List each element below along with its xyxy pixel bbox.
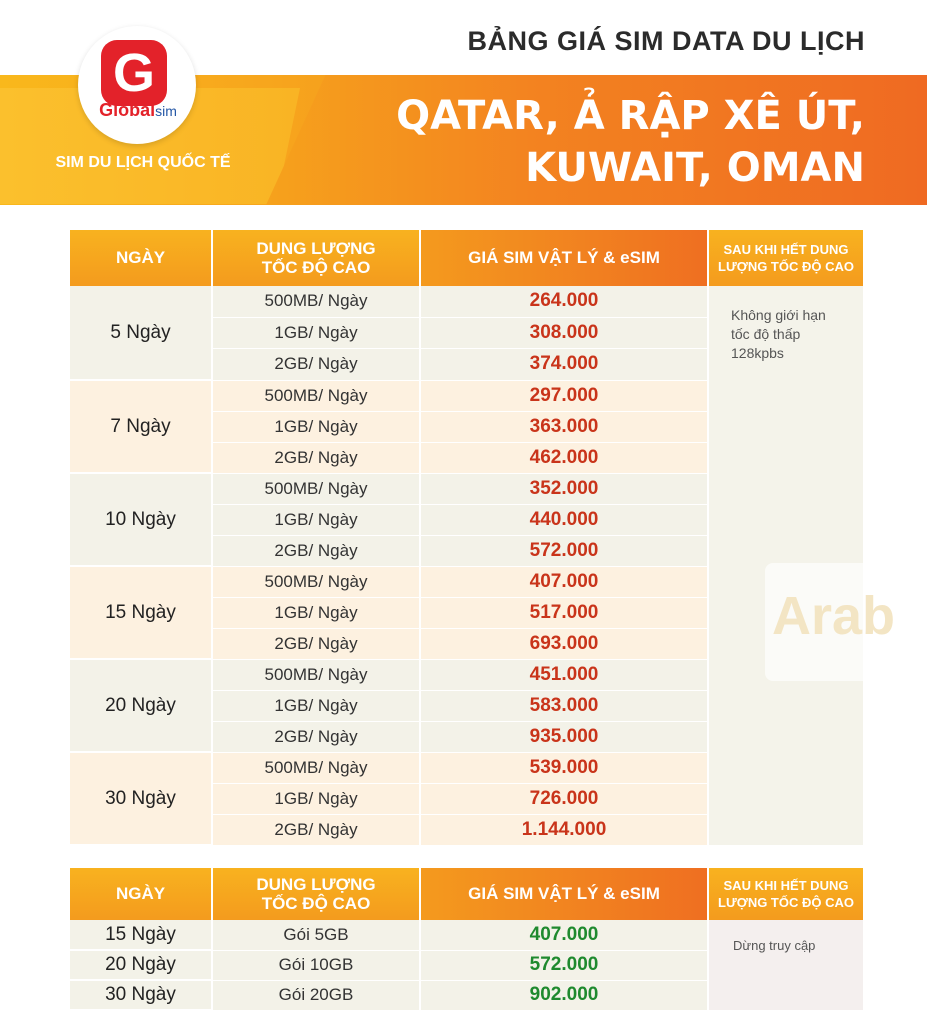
price-cell: 352.000 — [420, 473, 708, 504]
col-header-after — [708, 868, 863, 920]
table-header-row — [70, 868, 863, 920]
col-header-price: GIÁ SIM VẬT LÝ & eSIM — [420, 230, 708, 286]
capacity-cell: 2GB/ Ngày — [212, 442, 420, 473]
capacity-cell: 1GB/ Ngày — [212, 411, 420, 442]
price-cell: 407.000 — [420, 920, 708, 950]
day-cell: 15 Ngày — [70, 566, 212, 659]
capacity-cell: Gói 10GB — [212, 950, 420, 980]
capacity-cell: 1GB/ Ngày — [212, 690, 420, 721]
capacity-cell: 1GB/ Ngày — [212, 783, 420, 814]
capacity-cell: 2GB/ Ngày — [212, 348, 420, 380]
price-cell: 539.000 — [420, 752, 708, 783]
price-cell: 440.000 — [420, 504, 708, 535]
table-row — [70, 286, 863, 317]
note-line-1: Không giới hạn — [731, 307, 826, 323]
capacity-cell: 2GB/ Ngày — [212, 628, 420, 659]
day-cell: 10 Ngày — [70, 473, 212, 566]
col-header-day: NGÀY — [70, 230, 212, 286]
capacity-cell: 2GB/ Ngày — [212, 535, 420, 566]
logo-sim: sim — [155, 103, 177, 119]
col-header-capacity-line-2: TỐC ĐỘ CAO — [261, 894, 371, 913]
col-header-capacity-line-1: DUNG LƯỢNG — [256, 239, 376, 258]
capacity-cell: 500MB/ Ngày — [212, 566, 420, 597]
col-header-after-line-1: SAU KHI HẾT DUNG — [723, 878, 849, 893]
price-cell: 935.000 — [420, 721, 708, 752]
price-cell: 1.144.000 — [420, 814, 708, 845]
col-header-after-line-2: LƯỢNG TỐC ĐỘ CAO — [718, 895, 854, 910]
capacity-cell: Gói 5GB — [212, 920, 420, 950]
col-header-capacity — [212, 868, 420, 920]
capacity-cell: 500MB/ Ngày — [212, 473, 420, 504]
price-table-packages — [70, 868, 863, 1011]
logo-brand: Global — [99, 100, 156, 120]
day-cell: 20 Ngày — [70, 659, 212, 752]
price-cell: 374.000 — [420, 348, 708, 380]
note-line-3: 128kpbs — [731, 345, 784, 361]
capacity-cell: 500MB/ Ngày — [212, 286, 420, 317]
capacity-cell: Gói 20GB — [212, 980, 420, 1010]
col-header-capacity-line-2: TỐC ĐỘ CAO — [261, 258, 371, 277]
price-cell: 264.000 — [420, 286, 708, 317]
hero-title-line-1: QATAR, Ả RẬP XÊ ÚT, — [396, 93, 865, 139]
watermark-text: Arab — [772, 586, 896, 646]
table-row — [70, 920, 863, 950]
price-cell: 693.000 — [420, 628, 708, 659]
price-cell: 902.000 — [420, 980, 708, 1010]
hero-title — [396, 90, 865, 194]
price-cell: 407.000 — [420, 566, 708, 597]
price-table-daily — [70, 230, 863, 846]
col-header-after-line-1: SAU KHI HẾT DUNG — [723, 242, 849, 257]
price-cell: 517.000 — [420, 597, 708, 628]
price-cell: 363.000 — [420, 411, 708, 442]
page-title: BẢNG GIÁ SIM DATA DU LỊCH — [467, 26, 865, 56]
day-cell: 15 Ngày — [70, 920, 212, 950]
day-cell: 30 Ngày — [70, 752, 212, 845]
col-header-after-line-2: LƯỢNG TỐC ĐỘ CAO — [718, 259, 854, 274]
table-header-row — [70, 230, 863, 286]
price-cell: 572.000 — [420, 950, 708, 980]
hero-title-line-2: KUWAIT, OMAN — [525, 145, 865, 191]
col-header-price: GIÁ SIM VẬT LÝ & eSIM — [420, 868, 708, 920]
capacity-cell: 500MB/ Ngày — [212, 752, 420, 783]
price-cell: 462.000 — [420, 442, 708, 473]
capacity-cell: 500MB/ Ngày — [212, 659, 420, 690]
col-header-after — [708, 230, 863, 286]
capacity-cell: 2GB/ Ngày — [212, 721, 420, 752]
capacity-cell: 1GB/ Ngày — [212, 317, 420, 348]
col-header-capacity — [212, 230, 420, 286]
price-cell: 451.000 — [420, 659, 708, 690]
day-cell: 5 Ngày — [70, 286, 212, 380]
day-cell: 20 Ngày — [70, 950, 212, 980]
day-cell: 30 Ngày — [70, 980, 212, 1010]
globalsim-logo-icon — [101, 40, 167, 106]
price-cell: 308.000 — [420, 317, 708, 348]
capacity-cell: 500MB/ Ngày — [212, 380, 420, 411]
price-cell: 297.000 — [420, 380, 708, 411]
capacity-cell: 2GB/ Ngày — [212, 814, 420, 845]
logo-wordmark — [86, 100, 190, 121]
note-text: Dừng truy cập — [733, 938, 816, 953]
price-cell: 583.000 — [420, 690, 708, 721]
logo-letter: G — [112, 43, 155, 103]
day-cell: 7 Ngày — [70, 380, 212, 473]
brand-tagline: SIM DU LỊCH QUỐC TẾ — [55, 154, 231, 171]
price-cell: 726.000 — [420, 783, 708, 814]
col-header-day: NGÀY — [70, 868, 212, 920]
note-line-2: tốc độ thấp — [731, 326, 801, 342]
price-cell: 572.000 — [420, 535, 708, 566]
col-header-capacity-line-1: DUNG LƯỢNG — [256, 875, 376, 894]
capacity-cell: 1GB/ Ngày — [212, 504, 420, 535]
capacity-cell: 1GB/ Ngày — [212, 597, 420, 628]
after-limit-note — [708, 920, 863, 1010]
